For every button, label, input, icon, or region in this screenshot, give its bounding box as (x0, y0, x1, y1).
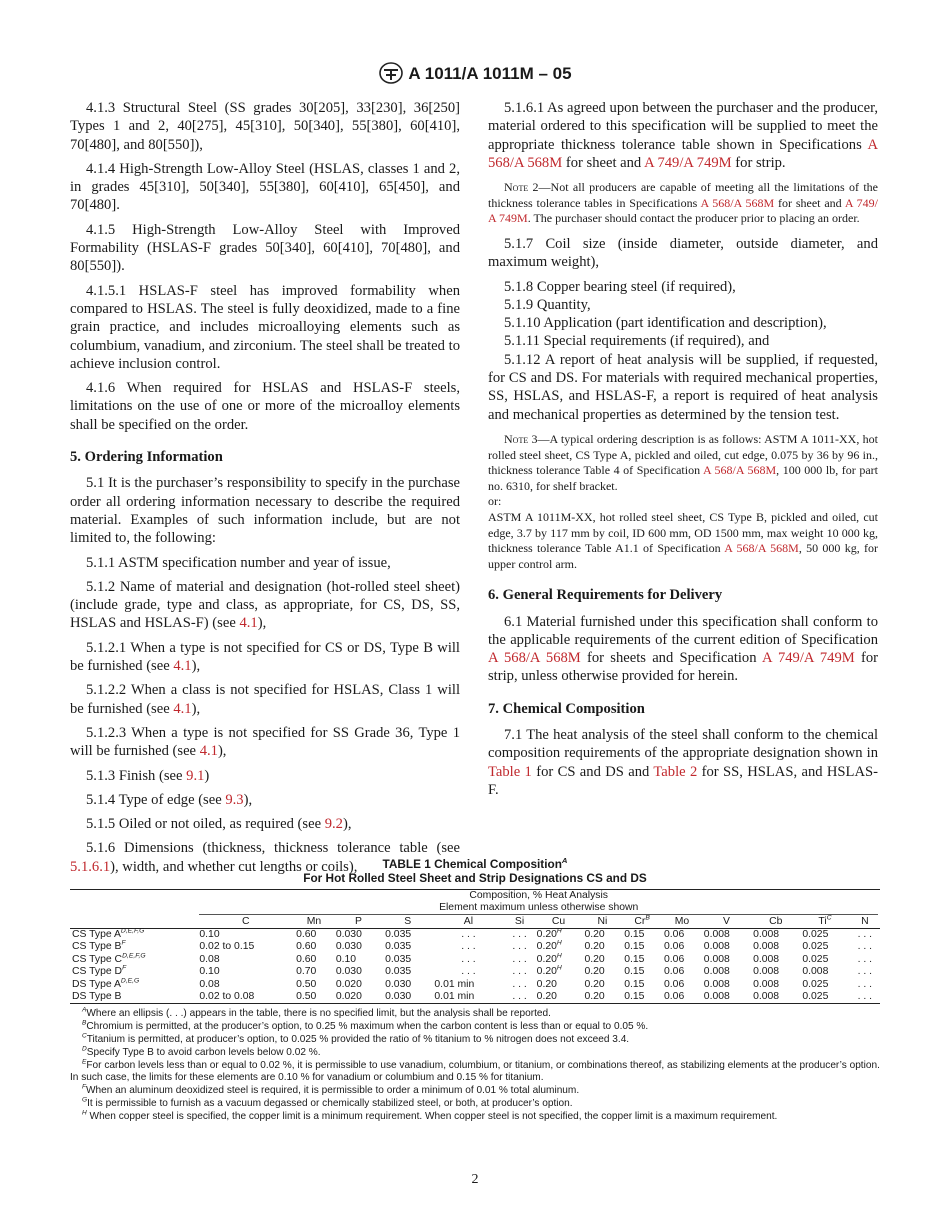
table-cell: $0.20^H$ (536, 939, 562, 953)
column-header-row (70, 916, 880, 929)
row-designation: CS Type $B^F$ (72, 939, 126, 953)
table-cell: 0.025 (802, 991, 829, 1003)
document-title: A 1011/A 1011M – 05 (408, 64, 572, 83)
para-5-1-6: 5.1.6 Dimensions (thickness, thickness tolerance table (see 5.1.6.1), width, and whether cut lengths or coils), (70, 840, 460, 875)
footnote: $^B$Chromium is permitted, at the producer’s option, to 0.25 % maximum when the carbon content is less than or equal to 0.05 %. (82, 1019, 649, 1033)
link-a568[interactable]: A 568/A 568M (702, 463, 777, 478)
para-5-1-12: 5.1.12 A report of heat analysis will be supplied, if requested, for CS and DS. For materials with required mechanical properties, SS, HSLAS, and HSLAS-F, a report is required of heat analysis and mechanical properties as determined by the tension test. (488, 351, 878, 423)
table-cell: 0.08 (199, 978, 220, 990)
link-section-4-1[interactable]: 4.1 (239, 615, 258, 632)
table-caption: TABLE 1 Chemical Composition$^A$ For Hot Rolled Steel Sheet and Strip Designations CS and DS (303, 856, 647, 885)
para-5-1-5: 5.1.5 Oiled or not oiled, as required (see 9.2), (86, 816, 352, 833)
table-cell: 0.008 (753, 991, 780, 1003)
table-cell: 0.025 (802, 941, 829, 953)
table-cell: 0.008 (703, 953, 730, 965)
table-cell: 0.020 (335, 978, 362, 990)
table-cell: 0.008 (753, 978, 780, 990)
footnote: $^G$It is permissible to furnish as a vacuum degassed or chemically stabilized steel, or both, at producer’s option. (82, 1096, 573, 1110)
table-cell: 0.030 (335, 966, 362, 978)
table-cell: 0.60 (296, 929, 317, 940)
table-cell: 0.035 (385, 929, 412, 940)
para-5-1-3: 5.1.3 Finish (see 9.1) (86, 767, 210, 784)
table-cell: 0.20 (584, 991, 605, 1003)
table-cell: . . . (512, 941, 527, 953)
table-cell: 0.020 (335, 991, 362, 1003)
link-a749[interactable]: A 749/ A 749M (488, 195, 879, 226)
table-cell: 0.06 (664, 966, 685, 978)
table-cell: 0.008 (753, 941, 780, 953)
table-cell: 0.50 (296, 991, 317, 1003)
column-header: P (355, 916, 362, 927)
table-cell: 0.06 (664, 991, 685, 1003)
table-cell: 0.008 (753, 966, 780, 978)
link-section-4-1[interactable]: 4.1 (199, 743, 218, 760)
table-cell: . . . (857, 941, 873, 953)
table-cell: . . . (512, 978, 527, 990)
column-header: $Cr^B$ (634, 914, 650, 927)
table-cell: 0.08 (199, 953, 220, 965)
table-cell: . . . (512, 966, 527, 978)
page-header (0, 62, 950, 84)
link-table-1[interactable]: Table 1 (488, 763, 532, 780)
link-a568[interactable]: A 568/A 568M (700, 195, 775, 210)
para-5-1-11: 5.1.11 Special requirements (if required), and (504, 333, 770, 350)
table-row (70, 954, 880, 966)
row-designation: DS Type $A^{D,E,G}$ (72, 977, 140, 990)
footnote: $^A$Where an ellipsis (. . .) appears in the table, there is no specified limit, but the analysis shall be reported. (82, 1007, 551, 1020)
table-cell: 0.035 (385, 941, 412, 953)
column-header: Cb (769, 916, 783, 927)
table-cell: 0.20 (536, 991, 557, 1003)
table-cell: 0.60 (296, 941, 317, 953)
table-cell: 0.20 (536, 978, 557, 990)
para-5-1-10: 5.1.10 Application (part identification and description), (504, 315, 827, 332)
table-cell: 0.025 (802, 929, 829, 940)
table-cell: 0.008 (753, 953, 780, 965)
para-6-1: 6.1 Material furnished under this specification shall conform to the applicable requirements of the current edition of Specification A 568/A 568M for sheets and Specification A 749/A 749M for strip, unless otherwise provided for herein. (488, 613, 879, 685)
link-section-9-3[interactable]: 9.3 (225, 791, 244, 808)
table-cell: 0.01 min (434, 991, 475, 1003)
column-header: Ni (597, 916, 608, 927)
table-cell: 0.025 (802, 953, 829, 965)
table-cell: 0.15 (624, 929, 645, 940)
table-cell: 0.030 (335, 941, 362, 953)
table-cell: 0.008 (703, 941, 730, 953)
para-5-1-1: 5.1.1 ASTM specification number and year of issue, (86, 554, 391, 571)
column-header: V (722, 916, 730, 927)
para-4-1-3: 4.1.3 Structural Steel (SS grades 30[205], 33[230], 36[250] Types 1 and 2, 40[275], 45[310], 50[340], 55[380], 60[410], 70[480], and 80[550]), (70, 100, 460, 153)
table-row (70, 966, 880, 978)
table-cell: . . . (461, 941, 476, 953)
table-cell: 0.20 (584, 978, 605, 990)
table-cell: $0.20^H$ (536, 927, 562, 940)
section-5-heading: 5. Ordering Information (70, 449, 223, 466)
page-number: 2 (471, 1172, 479, 1187)
table-row (70, 991, 880, 1004)
table-cell: 0.030 (335, 929, 362, 940)
column-header: Mn (306, 916, 322, 927)
table-cell: . . . (461, 953, 476, 965)
para-5-1-9: 5.1.9 Quantity, (504, 296, 591, 313)
para-5-1-2-1: 5.1.2.1 When a type is not specified for CS or DS, Type B will be furnished (see 4.1), (70, 639, 460, 675)
link-a568[interactable]: A 568/A 568M (488, 650, 581, 667)
row-designation: CS Type $C^{D,E,F,G}$ (72, 952, 146, 965)
para-4-1-5-1: 4.1.5.1 HSLAS-F steel has improved formability when compared to HSLAS. The steel is fully deoxidized, made to a fine grain practice, and includes microalloying elements such as columbium, vanadium, and zirconium. The steel shall be treated to achieve inclusion control. (70, 282, 460, 372)
table-cell: 0.70 (296, 966, 317, 978)
row-designation: CS Type $A^{D,E,F,G}$ (72, 927, 145, 940)
para-5-1-8: 5.1.8 Copper bearing steel (if required), (504, 278, 736, 295)
table-cell: 0.50 (296, 978, 317, 990)
note-2: Note 2—Not all producers are capable of meeting all the limitations of the thickness tolerance tables in Specifications A 568/A 568M for sheet and A 749/ A 749M. The purchaser should contact the producer prior to placing an order. (488, 180, 879, 226)
para-5-1-6-1: 5.1.6.1 As agreed upon between the purchaser and the producer, material ordered to this specification will be supplied to meet the appropriate thickness tolerance table shown in Specifications A 568/A 568M for sheet and A 749/A 749M for strip. (488, 100, 878, 171)
table-cell: . . . (512, 991, 527, 1003)
table-cell: 0.20 (584, 966, 605, 978)
table-cell: 0.008 (703, 929, 730, 940)
para-5-1: 5.1 It is the purchaser’s responsibility to specify in the purchase order all ordering information necessary to describe the required material. Examples of such information include, but are not limited to, the following: (70, 475, 460, 547)
footnote: $^F$When an aluminum deoxidized steel is required, it is permissible to order a minimum of 0.01 % total aluminum. (82, 1083, 580, 1097)
table-cell: 0.035 (385, 966, 412, 978)
table-cell: 0.01 min (434, 978, 475, 990)
table-cell: . . . (461, 929, 476, 940)
column-header: Si (514, 916, 525, 927)
table-cell: 0.06 (664, 929, 685, 940)
column-header: $Ti^C$ (818, 914, 832, 927)
table-row (70, 941, 880, 953)
para-5-1-2-2: 5.1.2.2 When a class is not specified for HSLAS, Class 1 will be furnished (see 4.1), (70, 682, 460, 717)
row-designation: CS Type $D^F$ (72, 964, 127, 978)
table-cell: 0.02 to 0.08 (199, 991, 255, 1003)
column-header: Al (463, 916, 474, 927)
section-7-heading: 7. Chemical Composition (488, 700, 645, 717)
link-section-4-1[interactable]: 4.1 (173, 700, 192, 717)
table-cell: 0.06 (664, 953, 685, 965)
note-3: Note 3—A typical ordering description is as follows: ASTM A 1011-XX, hot rolled steel sheet, CS Type A, pickled and oiled, cut edge, 0.075 by 36 by 96 in., thickness tolerance Table 4 of Specification A 568/A 568M, 100 000 lb, for part no. 6310, for shelf bracket. (488, 431, 879, 493)
footnote: $^H$ When copper steel is specified, the copper limit is a minimum requirement. When copper steel is not specified, the copper limit is a maximum requirement. (82, 1109, 778, 1122)
para-5-1-7: 5.1.7 Coil size (inside diameter, outside diameter, and maximum weight), (488, 235, 878, 271)
table-cell: . . . (461, 966, 476, 978)
table-cell: 0.15 (624, 991, 645, 1003)
column-header: S (404, 916, 412, 927)
table-cell: $0.20^H$ (536, 964, 562, 978)
column-header: N (861, 916, 869, 927)
link-a568[interactable]: A 568/A 568M (488, 136, 878, 171)
para-4-1-6: 4.1.6 When required for HSLAS and HSLAS-F steels, limitations on the use of one or more of the microalloy elements shall be specified on the order. (70, 380, 460, 433)
column-header: Mo (674, 916, 690, 927)
table-cell: . . . (857, 966, 873, 978)
table-row (70, 929, 880, 942)
astm-logo-icon (378, 62, 404, 84)
table-cell: . . . (857, 953, 873, 965)
footnote: $^C$Titanium is permitted, at producer’s option, to 0.025 % provided the ratio of % titanium to % nitrogen does not exceed 3.4. (82, 1032, 630, 1046)
column-header: Cu (551, 916, 566, 927)
link-a749[interactable]: A 749/A 749M (761, 650, 855, 667)
para-5-1-2-3: 5.1.2.3 When a type is not specified for SS Grade 36, Type 1 will be furnished (see 4.1), (70, 724, 460, 760)
table-cell: 0.025 (802, 978, 829, 990)
table-cell: 0.06 (664, 978, 685, 990)
column-header: C (241, 916, 250, 927)
table-body (70, 929, 880, 1004)
note-3-or: or: (488, 494, 502, 509)
row-designation: DS Type B (72, 991, 122, 1003)
link-table-2[interactable]: Table 2 (653, 763, 698, 780)
table-cell: 0.008 (703, 991, 730, 1003)
table-cell: 0.035 (385, 953, 412, 965)
footnote: $^E$For carbon levels less than or equal to 0.02 %, it is permissible to use vanadium, columbium, or titanium, or combinations thereof, as stabilizing elements at the producer’s option. In such case, the limits for these elements are 0.10 % for vanadium or columbium and 0.15 % for titanium. (70, 1058, 880, 1084)
link-section-9-2[interactable]: 9.2 (324, 816, 343, 833)
footnote: $^D$Specify Type B to avoid carbon levels below 0.02 %. (82, 1045, 321, 1058)
table-cell: 0.02 to 0.15 (199, 941, 255, 953)
link-section-5-1-6-1[interactable]: 5.1.6.1 (70, 858, 111, 875)
table-1 (70, 857, 880, 1124)
right-column (488, 99, 878, 805)
para-4-1-4: 4.1.4 High-Strength Low-Alloy Steel (HSLAS, classes 1 and 2, in grades 45[310], 50[340], 55[380], 60[410], 65[450], and 70[480]. (70, 160, 460, 214)
table-cell: 0.10 (199, 966, 220, 978)
para-4-1-5: 4.1.5 High-Strength Low-Alloy Steel with Improved Formability (HSLAS-F grades 50[340], 60[410], 70[480], and 80[550]). (70, 221, 460, 275)
table-cell: 0.030 (385, 991, 412, 1003)
table-cell: 0.20 (584, 953, 605, 965)
link-a749[interactable]: A 749/A 749M (644, 154, 732, 171)
link-a568[interactable]: A 568/A 568M (724, 541, 799, 556)
table-cell: 0.15 (624, 941, 645, 953)
table-cell: . . . (512, 953, 527, 965)
table-cell: . . . (857, 991, 873, 1003)
table-footnotes (70, 1008, 880, 1123)
table-cell: 0.008 (703, 978, 730, 990)
left-column (70, 99, 460, 882)
table-cell: 0.15 (624, 978, 645, 990)
table-cell: 0.15 (624, 966, 645, 978)
table-cell: 0.030 (385, 978, 412, 990)
table-cell: . . . (512, 929, 527, 940)
para-5-1-4: 5.1.4 Type of edge (see 9.3), (86, 791, 253, 808)
para-5-1-2: 5.1.2 Name of material and designation (hot-rolled steel sheet) (include grade, type and class, as appropriate, for CS, DS, SS, HSLAS and HSLAS-F) (see 4.1), (70, 578, 460, 632)
table-cell: 0.15 (624, 953, 645, 965)
chemical-composition-table (70, 889, 880, 1004)
table-cell: 0.10 (335, 953, 357, 965)
link-section-4-1[interactable]: 4.1 (173, 658, 192, 675)
para-7-1: 7.1 The heat analysis of the steel shall conform to the chemical composition requirements of the appropriate designation shown in Table 1 for CS and DS and Table 2 for SS, HSLAS, and HSLAS-F. (488, 727, 878, 798)
table-cell: 0.06 (664, 941, 685, 953)
table-cell: $0.20^H$ (536, 952, 562, 965)
table-cell: 0.20 (584, 941, 605, 953)
table-cell: 0.008 (753, 929, 780, 940)
table-cell: 0.10 (199, 929, 220, 940)
table-cell: 0.008 (802, 966, 829, 978)
table-cell: 0.20 (584, 929, 605, 940)
section-6-heading: 6. General Requirements for Delivery (488, 587, 723, 604)
span-header: Composition, % Heat Analysis Element maximum unless otherwise shown (197, 890, 880, 917)
table-cell: . . . (857, 929, 873, 940)
table-cell: 0.008 (703, 966, 730, 978)
table-row (70, 979, 880, 991)
table-cell: . . . (857, 978, 873, 990)
link-section-9-1[interactable]: 9.1 (186, 767, 205, 784)
table-cell: 0.60 (296, 953, 317, 965)
note-3-metric: ASTM A 1011M-XX, hot rolled steel sheet, CS Type B, pickled and oiled, cut edge, 3.7 by 117 mm by coil, ID 600 mm, OD 1500 mm, max weight 10 000 kg, thickness tolerance Table A1.1 of Specification A 568/A 568M, 50 000 kg, for upper control arm. (488, 509, 878, 571)
